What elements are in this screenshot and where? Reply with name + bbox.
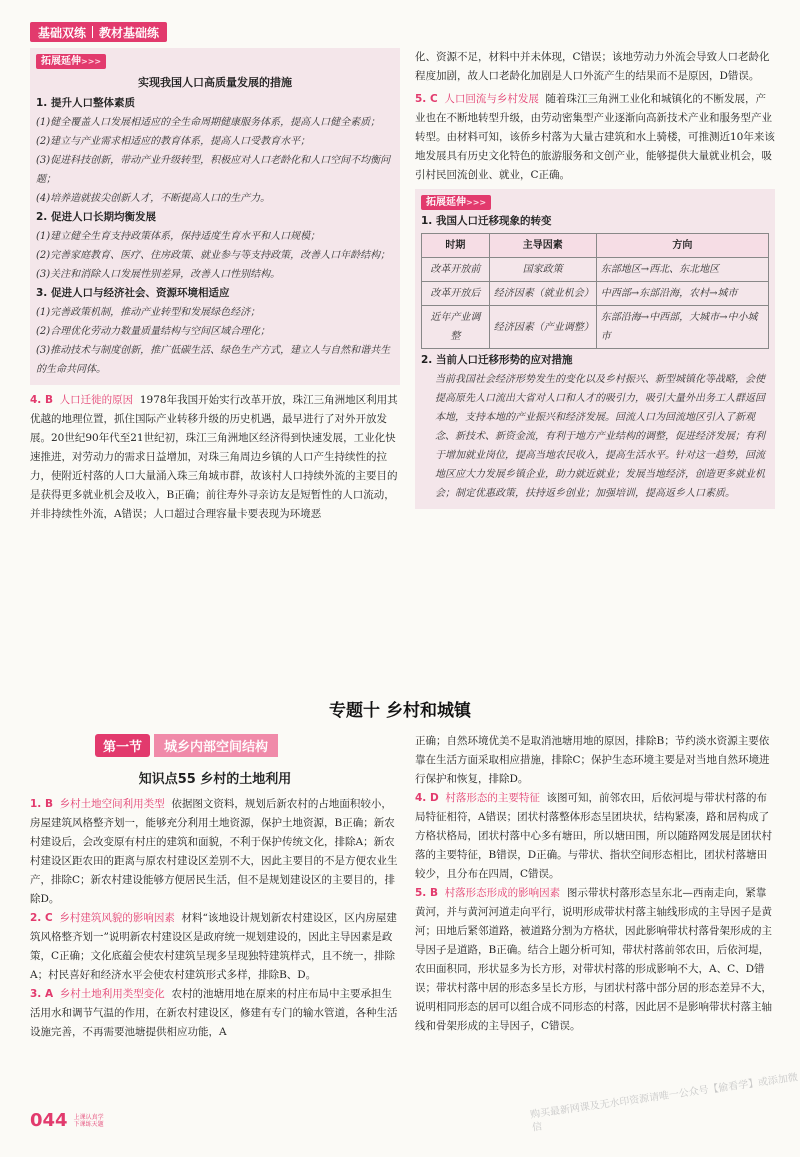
answer-3: 3. A 乡村土地利用类型变化 农村的池塘用地在原来的村庄布局中主要承担生活用水和调节气温的作用，在新农村建设区，修建有专门的输水管道，各种生活设施完善，不再需要池塘提供相应功能，A [30, 988, 398, 1038]
extension-box-1 [30, 48, 400, 385]
answer-4: 4. B 人口迁徙的原因 1978年我国开始实行改革开放，珠江三角洲地区利用其优越的地理位置，抓住国际产业转移升级的历史机遇，最早进行了对外开放发展。20世纪90年代至21世纪初，珠江三角洲地区经济得到快速发展，工业化快速推进，对劳动力的需求日益增加，对珠三角周边乡镇的人口产生持续性的拉力，使附近村落的人口大量涌入珠三角城市群，故该村人口持续外流的主要目的是获得更多就业机会及收入，B正确；前往寿外寻亲访友是短暂性的人口流动，并非持续性外流，A错误；人口超过合理容量卡要表现为环境恶 [30, 394, 398, 520]
answer-5: 5. C 人口回流与乡村发展 随着珠江三角洲工业化和城镇化的不断发展，产业也在不断地转型升级，由劳动密集型产业逐渐向高新技术产业和服务型产业转型。由材料可知，该侨乡村落为大量古建筑和水上骑楼，可推测近10年来该地发展具有历史文化特色的旅游服务和文创产业，能够提供大量就业机会，吸引村民回流创业、就业，C正确。 [415, 93, 775, 181]
answer-3-continued: 正确；自然环境优美不是取消池塘用地的原因，排除B；节约淡水资源主要依靠在生活方面采取相应措施，排除C；保护生态环境主要是对当地自然环境进行保护和恢复，排除D。 [415, 735, 770, 785]
measure-2-item: (1)建立健全生育支持政策体系，保持适度生育水平和人口规模； [36, 231, 321, 242]
extension-box-2 [415, 189, 775, 509]
left-column-top [30, 48, 400, 524]
header-tag [30, 22, 167, 42]
migration-title: 1. 我国人口迁移现象的转变 [421, 215, 552, 227]
answer-1: 1. B 乡村土地空间利用类型 依据图文资料，规划后新农村的占地面积较小，房屋建筑风格整齐划一，能够充分利用土地资源，保护土地资源，B正确；新农村建设后，会改变原有村庄的建筑和面貌，不利于保护传统文化，排除A；新农村建设区距农田的距离与原农村建设区差别不大，因此主要目的不是方便农业生产，排除C；新农村建设能够方便居民生活，但不是规划建设区的主要目的，排除D。 [30, 798, 398, 905]
table-row: 近年产业调整 经济因素（产业调整） 东部沿海→中西部，大城市→中小城市 [422, 306, 769, 349]
page-footer [30, 1110, 104, 1131]
measure-3-title: 3. 促进人口与经济社会、资源环境相适应 [36, 287, 230, 299]
measure-2-item: (2)完善家庭教育、医疗、住房政策、就业参与等支持政策，改善人口年龄结构； [36, 250, 391, 261]
right-column-bottom [415, 732, 775, 1036]
table-row: 改革开放后 经济因素（就业机会） 中西部→东部沿海，农村→城市 [422, 282, 769, 306]
measure-2-item: (3)关注和消除人口发展性别差异，改善人口性别结构。 [36, 269, 281, 280]
header-tag-2: 教材基础练 [99, 25, 160, 40]
response-text: 当前我国社会经济形势发生的变化以及乡村振兴、新型城镇化等战略，会使提高原先人口流出大省对人口和人才的吸引力，吸引大量外出务工人群返回本地，支持本地的产业振兴和经济发展。回流人口为回流地区引入了新观念、新技术、新资金流，有利于地方产业结构的调整，促进经济发展；有利于增加就业岗位，提高当地农民收入，提高生活水平。针对这一趋势，回流地区应大力发展乡镇企业，助力就近就业；发展当地经济，创造更多就业机会；制定优惠政策，扶持返乡创业；加强培训，提高返乡人口素质。 [435, 374, 765, 499]
answer-5b: 5. B 村落形态形成的影响因素 图示带状村落形态呈东北—西南走向，紧靠黄河，并与黄河河道走向平行，说明形成带状村落主轴线形成的主导因子是黄河；田地后紧邻道路，被道路分割为方格状，因此影响带状村落骨架形成的主导因子是道路，B正确。结合上题分析可知，带状村落前邻农田，后依河堤，农田面积同，形状显多为长方形，对带状村落的形成影响不大，A、C、D错误；带状村落中居的形态多呈长方形，与团状村落中部分居的形态差异不大，说明相同形态的居可以组合成不同形态的村落，因此居不是影响带状村落主轴线和骨架形成的主导因子，C错误。 [415, 887, 772, 1032]
measure-3-item: (2)合理优化劳动力数量质量结构与空间区域合理化； [36, 326, 271, 337]
section-title: 城乡内部空间结构 [154, 734, 278, 757]
answer-2: 2. C 乡村建筑风貌的影响因素 材料“该地设计规划新农村建设区，区内房屋建筑风格整齐划一”说明新农村建设区是政府统一规划建设的，因此主导因素是政策，C正确；文化底蕴会使农村建筑呈现多呈现独特建筑样式，且不统一，排除A；村民喜好和经济水平会使农村建筑形式多样，排除B、D。 [30, 912, 397, 981]
section-header [95, 732, 278, 758]
migration-table [421, 233, 769, 349]
left-column-bottom [30, 795, 400, 1042]
measure-1-item: (1)健全覆盖人口发展相适应的全生命周期健康服务体系，提高人口健全素质； [36, 117, 381, 128]
header-separator [92, 26, 93, 38]
table-header: 方向 [596, 234, 768, 258]
page-number: 044 [30, 1110, 68, 1131]
measure-2-title: 2. 促进人口长期均衡发展 [36, 211, 156, 223]
header-tag-1: 基础双练 [38, 25, 87, 40]
measure-1-item: (3)促进科技创新，带动产业升级转型，积极应对人口老龄化和人口空间不均衡问题； [36, 155, 391, 185]
knowledge-point-title: 知识点55 乡村的土地利用 [138, 772, 292, 787]
measure-3-item: (3)推动技术与制度创新，推广低碳生活、绿色生产方式，建立人与自然和谐共生的生命共同体。 [36, 345, 391, 375]
extension-tag: 拓展延伸>>> [421, 195, 491, 210]
footer-slogan: 上课认真学 下课练天题 [73, 1113, 104, 1128]
measure-1-item: (2)建立与产业需求相适应的教育体系，提高人口受教育水平； [36, 136, 311, 147]
answer-4-continued: 化、资源不足，材料中并未体现，C错误；该地劳动力外流会导致人口老龄化程度加剧，故人口老龄化加剧是人口外流产生的结果而不是原因，D错误。 [415, 51, 770, 82]
measure-3-item: (1)完善政策机制，推动产业转型和发展绿色经济； [36, 307, 261, 318]
response-title: 2. 当前人口迁移形势的应对措施 [421, 354, 573, 366]
chapter-title: 专题十 乡村和城镇 [329, 701, 471, 721]
table-header: 时期 [422, 234, 490, 258]
extension-tag: 拓展延伸>>> [36, 54, 106, 69]
measure-1-title: 1. 提升人口整体素质 [36, 97, 135, 109]
answer-4b: 4. D 村落形态的主要特征 该图可知，前邻农田，后依河堤与带状村落的布局特征相符，A错误；团状村落整体形态呈团块状，结构紧凑，路和居构成了方格状格局，团状村落中心多有塘田，所以塘田围，所以随路网发展是团状村落的主要特征，B错误，D正确。与带状、指状空间形态相比，团状村落塘田较少，且分布在四周，C错误。 [415, 792, 772, 880]
watermark: 购买最新网课及无水印资源请唯一公众号【偷看学】或添加微信 [529, 1072, 799, 1134]
right-column-top [415, 48, 775, 509]
table-header: 主导因素 [489, 234, 596, 258]
table-row: 改革开放前 国家政策 东部地区→西北、东北地区 [422, 258, 769, 282]
measure-1-item: (4)培养造就拔尖创新人才，不断提高人口的生产力。 [36, 193, 271, 204]
section-number: 第一节 [95, 734, 150, 757]
extension-title: 实现我国人口高质量发展的措施 [138, 76, 292, 89]
